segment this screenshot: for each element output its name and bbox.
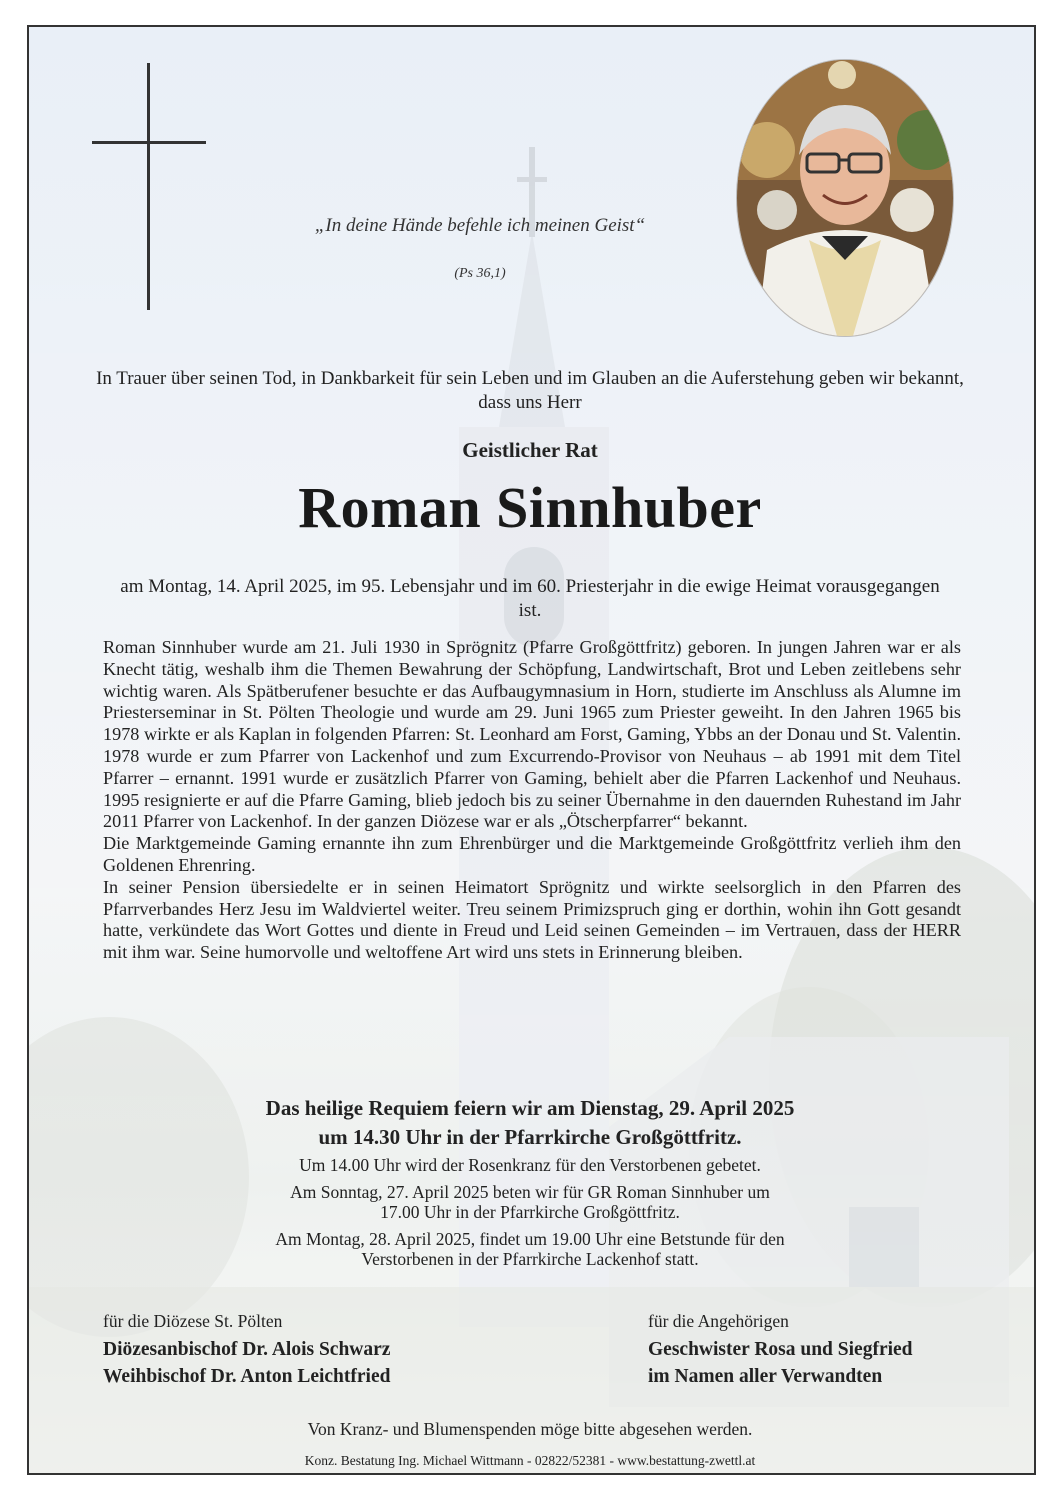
service-item: Um 14.00 Uhr wird der Rosenkranz für den Verstorbenen gebetet. — [299, 1155, 761, 1175]
bible-reference: (Ps 36,1) — [454, 266, 506, 281]
signature-name: Geschwister Rosa und Siegfried — [648, 1339, 913, 1360]
signature-name: Weihbischof Dr. Anton Leichtfried — [103, 1366, 391, 1387]
signature-diocese — [103, 1311, 543, 1390]
deceased-portrait-photo — [737, 60, 953, 336]
signature-name: im Namen aller Verwandten — [648, 1366, 883, 1387]
flower-donation-note: Von Kranz- und Blumenspenden möge bitte abgesehen werden. — [307, 1419, 753, 1439]
cross-horizontal-bar — [92, 141, 206, 144]
deceased-name: Roman Sinnhuber — [298, 475, 762, 540]
funeral-home-info: Konz. Bestatung Ing. Michael Wittmann - 02822/52381 - www.bestattung-zwettl.at — [304, 1453, 756, 1468]
requiem-line: Das heilige Requiem feiern wir am Dienstag, 29. April 2025 — [265, 1096, 795, 1120]
service-item: Am Sonntag, 27. April 2025 beten wir für GR Roman Sinnhuber um 17.00 Uhr in der Pfarrkirche Großgöttfritz. — [290, 1181, 770, 1222]
cross-vertical-bar — [147, 63, 150, 310]
service-item: Am Montag, 28. April 2025, findet um 19.00 Uhr eine Betstunde für den Verstorbenen in der Pfarrkirche Lackenhof statt. — [275, 1228, 785, 1269]
requiem-line: um 14.30 Uhr in der Pfarrkirche Großgöttfritz. — [318, 1125, 742, 1149]
biography-paragraph: Die Marktgemeinde Gaming ernannte ihn zum Ehrenbürger und die Marktgemeinde Großgöttfritz verlieh ihm den Goldenen Ehrenring. — [103, 833, 961, 875]
signature-family — [648, 1311, 988, 1390]
requiem-announcement — [90, 1094, 970, 1152]
death-notice: am Montag, 14. April 2025, im 95. Lebensjahr und im 60. Priesterjahr in die ewige Heimat vorausgegangen ist. — [120, 576, 940, 621]
biography-paragraph: In seiner Pension übersiedelte er in seinen Heimatort Sprögnitz und wirkte seelsorglich in den Pfarren des Pfarrverbandes Herz Jesu im Waldviertel weiter. Treu seinem Primizspruch ging er dorthin, wohin ihn Gott gesandt hatte, verkündete das Wort Gottes und diente in Freud und Leid seinen Gemeinden – im Vertrauen, dass der HERR mit ihm war. Seine humorvolle und weltoffene Art wird uns stets in Erinnerung bleiben. — [103, 876, 961, 963]
honorific-title: Geistlicher Rat — [462, 438, 598, 462]
bible-quote: „In deine Hände befehle ich meinen Geist“ — [314, 215, 646, 236]
signature-label: für die Angehörigen — [648, 1311, 789, 1331]
signature-label: für die Diözese St. Pölten — [103, 1311, 283, 1331]
biography — [103, 637, 961, 964]
service-schedule — [110, 1155, 950, 1276]
biography-paragraph: Roman Sinnhuber wurde am 21. Juli 1930 in Sprögnitz (Pfarre Großgöttfritz) geboren. In jungen Jahren war er als Knecht tätig, weshalb ihm die Themen Bewahrung der Schöpfung, Landwirtschaft, Brot und Leben zeitlebens sehr wichtig waren. Als Spätberufener besuchte er das Aufbaugymnasium in Horn, studierte im Anschluss als Alumne im Priesterseminar in St. Pölten Theologie und wurde am 29. Juni 1965 zum Priester geweiht. In den Jahren 1965 bis 1978 wirkte er als Kaplan in folgenden Pfarren: St. Leonhard am Forst, Gaming, Ybbs an der Donau und St. Valentin. 1978 wurde er zum Pfarrer von Lackenhof und zum Excurrendo-Provisor von Neuhaus – ab 1991 mit dem Titel Pfarrer – ernannt. 1991 wurde er zusätzlich Pfarrer von Gaming, behielt aber die Pfarren Lackenhof und Neuhaus. 1995 resignierte er auf die Pfarre Gaming, blieb jedoch bis zu seiner Übernahme in den dauernden Ruhestand im Jahr 2011 Pfarrer von Lackenhof. In der ganzen Diözese war er als „Ötscherpfarrer“ bekannt. — [103, 637, 961, 832]
signature-name: Diözesanbischof Dr. Alois Schwarz — [103, 1339, 391, 1360]
announcement-intro: In Trauer über seinen Tod, in Dankbarkeit für sein Leben und im Glauben an die Auferstehung geben wir bekannt, dass uns Herr — [96, 368, 964, 413]
